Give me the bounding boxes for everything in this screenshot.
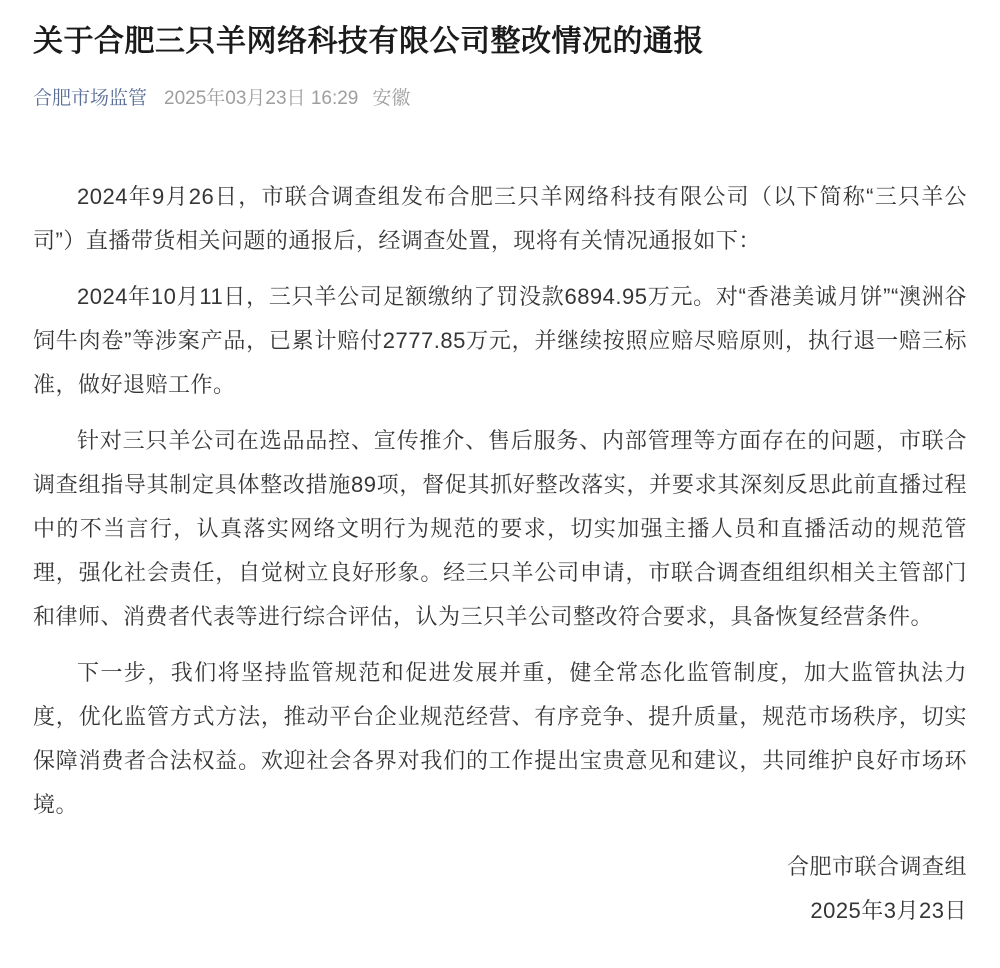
article-meta [33, 86, 967, 111]
article-paragraph: 2024年10月11日，三只羊公司足额缴纳了罚没款6894.95万元。对“香港美诚月饼”“澳洲谷饲牛肉卷”等涉案产品，已累计赔付2777.85万元，并继续按照应赔尽赔原则，执行退一赔三标准，做好退赔工作。 [33, 284, 967, 397]
signature-block [33, 845, 967, 933]
signature-date: 2025年3月23日 [810, 898, 967, 923]
official-account-link[interactable]: 合肥市场监管 [33, 88, 148, 109]
publish-datetime: 2025年03月23日 16:29 [164, 88, 359, 109]
publish-location: 安徽 [372, 88, 411, 109]
article-paragraph: 针对三只羊公司在选品品控、宣传推介、售后服务、内部管理等方面存在的问题，市联合调查组指导其制定具体整改措施89项，督促其抓好整改落实，并要求其深刻反思此前直播过程中的不当言行，认真落实网络文明行为规范的要求，切实加强主播人员和直播活动的规范管理，强化社会责任，自觉树立良好形象。经三只羊公司申请，市联合调查组组织相关主管部门和律师、消费者代表等进行综合评估，认为三只羊公司整改符合要求，具备恢复经营条件。 [33, 428, 967, 629]
article-paragraph: 2024年9月26日，市联合调查组发布合肥三只羊网络科技有限公司（以下简称“三只羊公司”）直播带货相关问题的通报后，经调查处置，现将有关情况通报如下： [33, 184, 967, 253]
article-paragraph: 下一步，我们将坚持监管规范和促进发展并重，健全常态化监管制度，加大监管执法力度，优化监管方式方法，推动平台企业规范经营、有序竞争、提升质量，规范市场秩序，切实保障消费者合法权益。欢迎社会各界对我们的工作提出宝贵意见和建议，共同维护良好市场环境。 [33, 660, 967, 817]
signature-org: 合肥市联合调查组 [786, 854, 967, 879]
article-body [33, 175, 967, 933]
article-title: 关于合肥三只羊网络科技有限公司整改情况的通报 [33, 25, 704, 58]
